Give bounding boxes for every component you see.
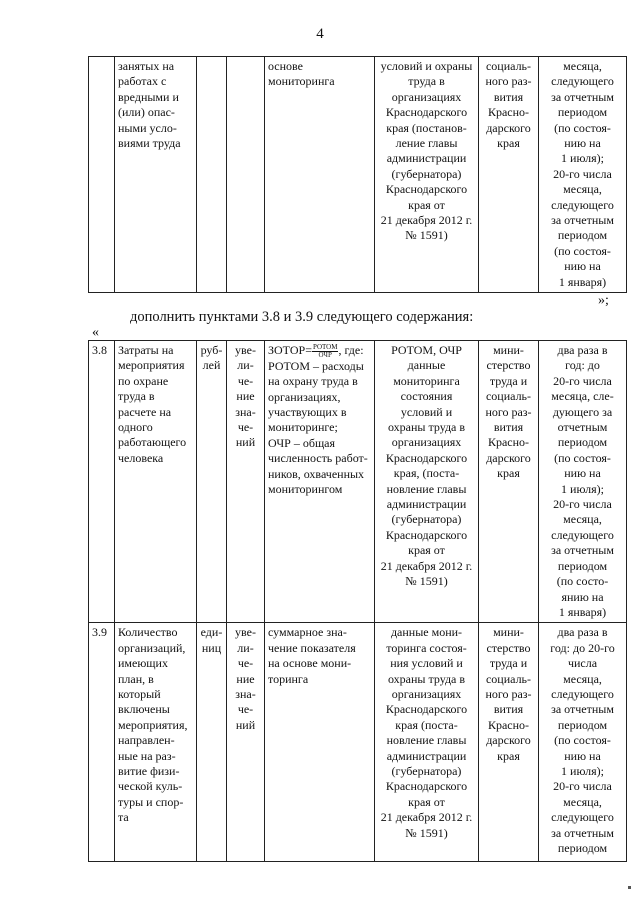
trend-cell — [227, 57, 265, 293]
responsible-cell: мини- стерство труда и социаль- ного раз- вития Краснo- дарского края — [479, 623, 539, 862]
formula-lhs: ЗОТОР= — [268, 343, 312, 357]
method-cell: основе мониторинга — [265, 57, 375, 293]
row-number: 3.8 — [89, 341, 115, 623]
formula-rhs: , где: — [338, 343, 364, 357]
number-cell — [89, 57, 115, 293]
table-row — [89, 341, 627, 623]
amendment-intro-text: дополнить пунктами 3.8 и 3.9 следующего содержания: — [130, 309, 474, 325]
trend-cell: уве- ли- че- ние зна- че- ний — [227, 623, 265, 862]
formula — [268, 343, 371, 359]
trend-cell: уве- ли- че- ние зна- че- ний — [227, 341, 265, 623]
source-cell: данные мони- торинга состоя- ния условий и охраны труда в организациях Краснодарского края (поста- новление главы администрации (губернатора) Краснодарского края от 21 декабря 2012 г. № 1591) — [375, 623, 479, 862]
indicator-cell: Затраты на мероприятия по охране труда в расчете на одного работающего человека — [115, 341, 197, 623]
closing-quote: »; — [598, 293, 609, 308]
indicator-cell: занятых на работах с вредными и (или) опас- ными усло- виями труда — [115, 57, 197, 293]
responsible-cell: социаль- ного раз- вития Краснo- дарского края — [479, 57, 539, 293]
source-cell: условий и охраны труда в организациях Краснодарского края (постанов- ление главы администрации (губернатора) Краснодарского края от 21 декабря 2012 г. № 1591) — [375, 57, 479, 293]
method-cell: суммарное зна- чение показателя на основе мони- торинга — [265, 623, 375, 862]
unit-cell: руб- лей — [197, 341, 227, 623]
responsible-cell: мини- стерство труда и социаль- ного раз- вития Краснo- дарского края — [479, 341, 539, 623]
indicators-table — [88, 340, 627, 862]
page-number: 4 — [316, 26, 324, 42]
formula-numerator: РОТОМ — [312, 342, 338, 351]
method-cell — [265, 341, 375, 623]
table-row — [89, 57, 627, 293]
frequency-cell: два раза в год: до 20-го числа месяца, сле- дующего за отчетным периодом (по состоя- нию на 1 июля); 20-го числа месяца, следующего за отчетным периодом (по состо- янию на 1 января) — [539, 341, 627, 623]
formula-denominator: ОЧР — [318, 350, 332, 359]
method-description: РОТОМ – расходы на охрану труда в организациях, участвующих в мониторинге; ОЧР – общая численность работ- ников, охваченных мониторингом — [268, 358, 368, 496]
unit-cell: еди- ниц — [197, 623, 227, 862]
row-number: 3.9 — [89, 623, 115, 862]
unit-cell — [197, 57, 227, 293]
formula-fraction — [312, 344, 339, 359]
scan-speck — [628, 886, 631, 889]
frequency-cell: месяца, следующего за отчетным периодом (по состоя- нию на 1 июля); 20-го числа месяца, следующего за отчетным периодом (по состоя- нию на 1 января) — [539, 57, 627, 293]
opening-quote: « — [92, 325, 99, 340]
table-row — [89, 623, 627, 862]
frequency-cell: два раза в год: до 20-го числа месяца, следующего за отчетным периодом (по состоя- нию на 1 июля); 20-го числа месяца, следующего за отчетным периодом — [539, 623, 627, 862]
source-cell: РОТОМ, ОЧР данные мониторинга состояния условий и охраны труда в организациях Краснодарского края, (поста- новление главы администрации (губернатора) Краснодарского края от 21 декабря 2012 г. № 1591) — [375, 341, 479, 623]
indicator-cell: Количество организаций, имеющих план, в который включены мероприятия, направлен- ные на раз- витие физи- ческой куль- туры и спор- та — [115, 623, 197, 862]
continuation-table — [88, 56, 627, 293]
